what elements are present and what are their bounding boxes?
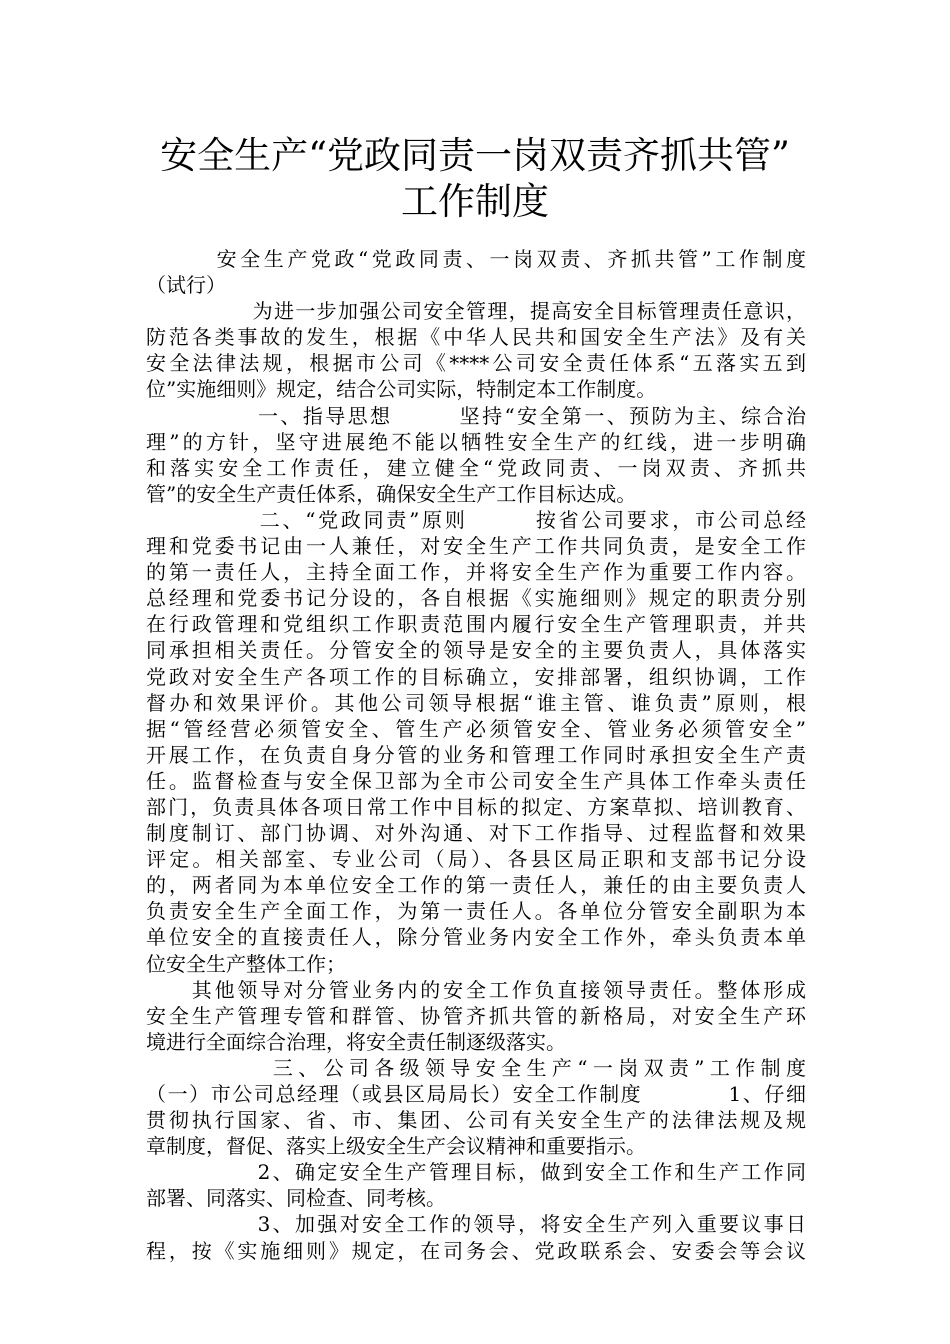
body-line: 同承担相关责任。分管安全的领导是安全的主要负责人，具体落实 [146, 638, 806, 663]
body-line: 3、加强对安全工作的领导，将安全生产列入重要议事日 [146, 1212, 806, 1237]
body-line: 安全法律法规，根据市公司《****公司安全责任体系“五落实五到 [146, 351, 806, 376]
document-title-line-2: 工作制度 [401, 180, 549, 223]
body-line: 据“管经营必须管安全、管生产必须管安全、管业务必须管安全” [146, 716, 806, 741]
body-line: 为进一步加强公司安全管理，提高安全目标管理责任意识， [146, 299, 806, 324]
body-line: 党政对安全生产各项工作的目标确立，安排部署，组织协调，工作 [146, 664, 806, 689]
body-line: 防范各类事故的发生，根据《中华人民共和国安全生产法》及有关 [146, 325, 806, 350]
body-line: 安全生产党政“党政同责、一岗双责、齐抓共管”工作制度 [146, 247, 806, 271]
body-line: 任。监督检查与安全保卫部为全市公司安全生产具体工作牵头责任 [146, 768, 806, 793]
body-line: 评定。相关部室、专业公司（局）、各县区局正职和支部书记分设 [146, 847, 806, 872]
body-line: 一、指导思想 坚持“安全第一、预防为主、综合治 [146, 403, 806, 428]
body-line: 制度制订、部门协调、对外沟通、对下工作指导、过程监督和效果 [146, 821, 806, 846]
body-line: 境进行全面综合治理，将安全责任制逐级落实。 [146, 1029, 566, 1054]
body-line: 位”实施细则》规定，结合公司实际，特制定本工作制度。 [146, 377, 657, 402]
body-line: 贯彻执行国家、省、市、集团、公司有关安全生产的法律法规及规 [146, 1108, 806, 1133]
body-line: 二、“党政同责”原则 按省公司要求，市公司总经 [146, 507, 806, 532]
body-line: 理和党委书记由一人兼任，对安全生产工作共同负责，是安全工作 [146, 534, 806, 559]
body-line: 部门，负责具体各项日常工作中目标的拟定、方案草拟、培训教育、 [146, 794, 806, 819]
body-line: 和落实安全工作责任，建立健全“党政同责、一岗双责、齐抓共 [146, 455, 806, 480]
body-line: 负责安全生产全面工作，为第一责任人。各单位分管安全副职为本 [146, 899, 806, 924]
body-line: （一）市公司总经理（或县区局局长）安全工作制度 1、仔细 [146, 1082, 806, 1106]
body-line: 其他领导对分管业务内的安全工作负直接领导责任。整体形成 [146, 977, 806, 1002]
body-line: 督办和效果评价。其他公司领导根据“谁主管、谁负责”原则，根 [146, 690, 806, 715]
body-line: 单位安全的直接责任人，除分管业务内安全工作外，牵头负责本单 [146, 925, 806, 950]
body-line: 三、公司各级领导安全生产“一岗双责”工作制度 [146, 1055, 806, 1080]
body-line: 程，按《实施细则》规定，在司务会、党政联系会、安委会等会议 [146, 1238, 806, 1263]
body-line: 开展工作，在负责自身分管的业务和管理工作同时承担安全生产责 [146, 742, 806, 767]
document-title-line-1: 安全生产“党政同责一岗双责齐抓共管” [160, 134, 790, 177]
body-line: 总经理和党委书记分设的，各自根据《实施细则》规定的职责分别 [146, 586, 806, 611]
body-line: 理”的方针，坚守进展绝不能以牺牲安全生产的红线，进一步明确 [146, 429, 806, 454]
body-line: （试行） [146, 273, 226, 298]
body-line: 章制度，督促、落实上级安全生产会议精神和重要指示。 [146, 1134, 646, 1159]
body-line: 管”的安全生产责任体系，确保安全生产工作目标达成。 [146, 481, 637, 506]
body-line: 在行政管理和党组织工作职责范围内履行安全生产管理职责，并共 [146, 612, 806, 637]
body-line: 2、确定安全生产管理目标，做到安全工作和生产工作同 [146, 1160, 806, 1185]
body-line: 安全生产管理专管和群管、协管齐抓共管的新格局，对安全生产环 [146, 1003, 806, 1028]
document-body [146, 246, 806, 1264]
body-line: 位安全生产整体工作； [146, 951, 346, 976]
body-line: 的第一责任人，主持全面工作，并将安全生产作为重要工作内容。 [146, 560, 806, 585]
body-line: 的，两者同为本单位安全工作的第一责任人，兼任的由主要负责人 [146, 873, 806, 898]
body-line: 部署、同落实、同检查、同考核。 [146, 1186, 446, 1211]
